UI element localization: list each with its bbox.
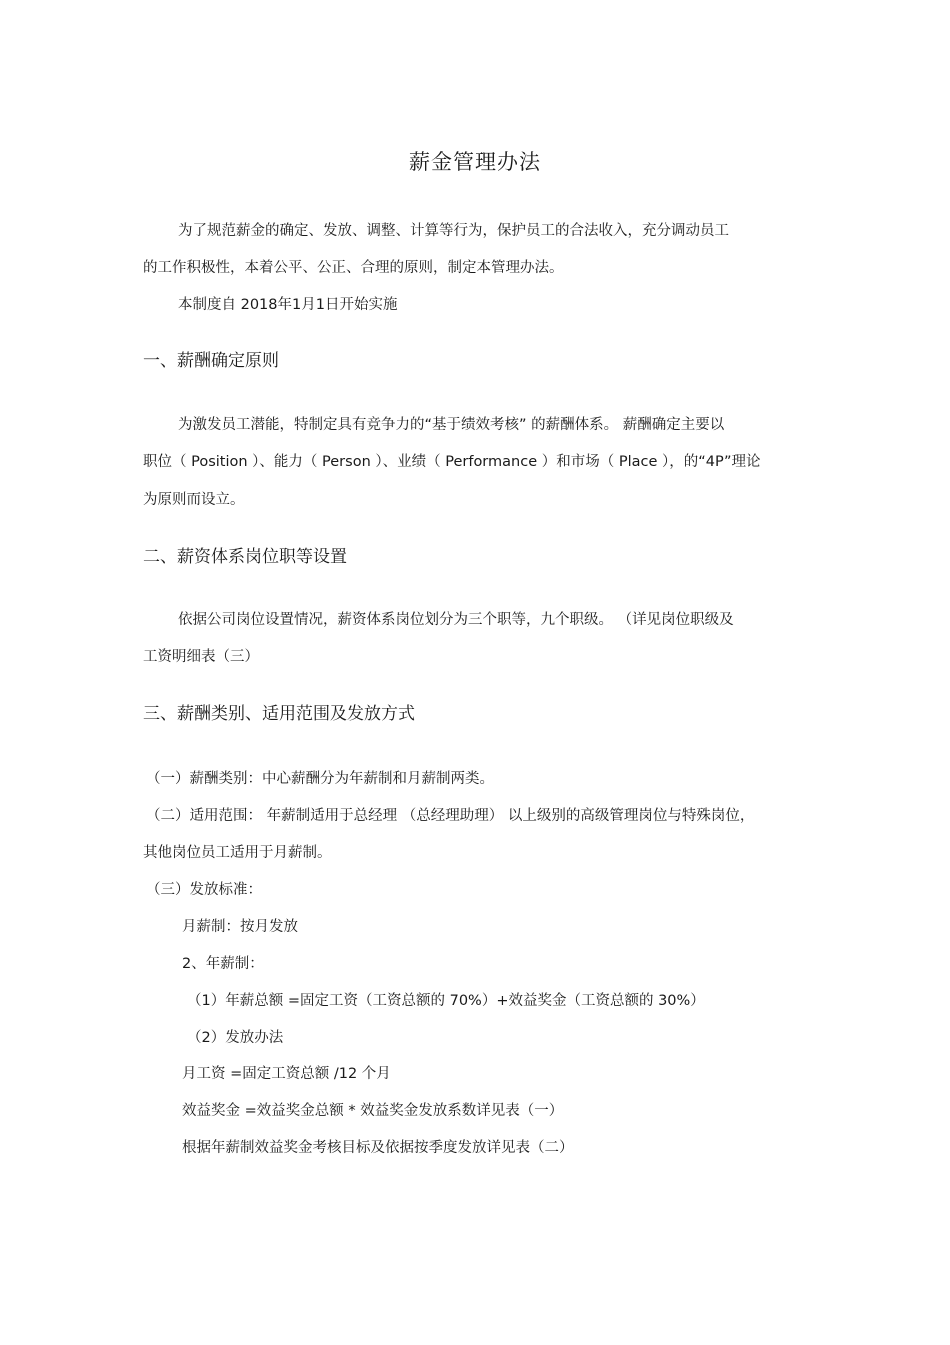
monthly-salary-text: 月薪制：按月发放 — [182, 919, 298, 935]
bonus-schedule-text: 根据年薪制效益奖金考核目标及依据按季度发放详见表（二） — [182, 1140, 574, 1156]
annual-formula-1: （1）年薪总额 =固定工资（工资总额的 70%）+效益奖金（工资总额的 30%） — [187, 993, 705, 1009]
section-2-line-2: 工资明细表（三） — [143, 649, 259, 665]
section-1-line-1: 为激发员工潜能，特制定具有竞争力的“基于绩效考核” 的薪酬体系。 薪酬确定主要以 — [178, 417, 725, 433]
section-2-line-1: 依据公司岗位设置情况，薪资体系岗位划分为三个职等，九个职级。 （详见岗位职级及 — [178, 612, 734, 628]
section-3-item-3: （三）发放标准： — [146, 882, 262, 898]
section-3-item-1: （一）薪酬类别：中心薪酬分为年薪制和月薪制两类。 — [146, 771, 494, 787]
monthly-wage-formula: 月工资 =固定工资总额 /12 个月 — [182, 1066, 391, 1082]
intro-line-2: 的工作积极性，本着公平、公正、合理的原则，制定本管理办法。 — [143, 260, 564, 276]
section-3-item-2b: 其他岗位员工适用于月薪制。 — [143, 845, 332, 861]
annual-formula-2: （2）发放办法 — [187, 1030, 284, 1046]
effective-date-text: 本制度自 2018年1月1日开始实施 — [178, 297, 398, 313]
section-1-line-3: 为原则而设立。 — [143, 492, 245, 508]
section-2-heading: 二、薪资体系岗位职等设置 — [143, 547, 347, 567]
bonus-formula: 效益奖金 =效益奖金总额 * 效益奖金发放系数详见表（一） — [182, 1103, 564, 1119]
section-3-heading: 三、薪酬类别、适用范围及发放方式 — [143, 704, 415, 724]
section-1-heading: 一、薪酬确定原则 — [143, 351, 279, 371]
section-3-item-2a: （二）适用范围： 年薪制适用于总经理 （总经理助理） 以上级别的高级管理岗位与特殊岗位， — [146, 808, 755, 824]
section-1-line-2: 职位（ Position ）、能力（ Person ）、业绩（ Performance ）和市场（ Place ），的“4P”理论 — [143, 454, 761, 470]
intro-line-1: 为了规范薪金的确定、发放、调整、计算等行为，保护员工的合法收入，充分调动员工 — [178, 223, 729, 239]
page-title: 薪金管理办法 — [409, 150, 541, 174]
annual-salary-heading: 2、年薪制： — [182, 956, 264, 972]
